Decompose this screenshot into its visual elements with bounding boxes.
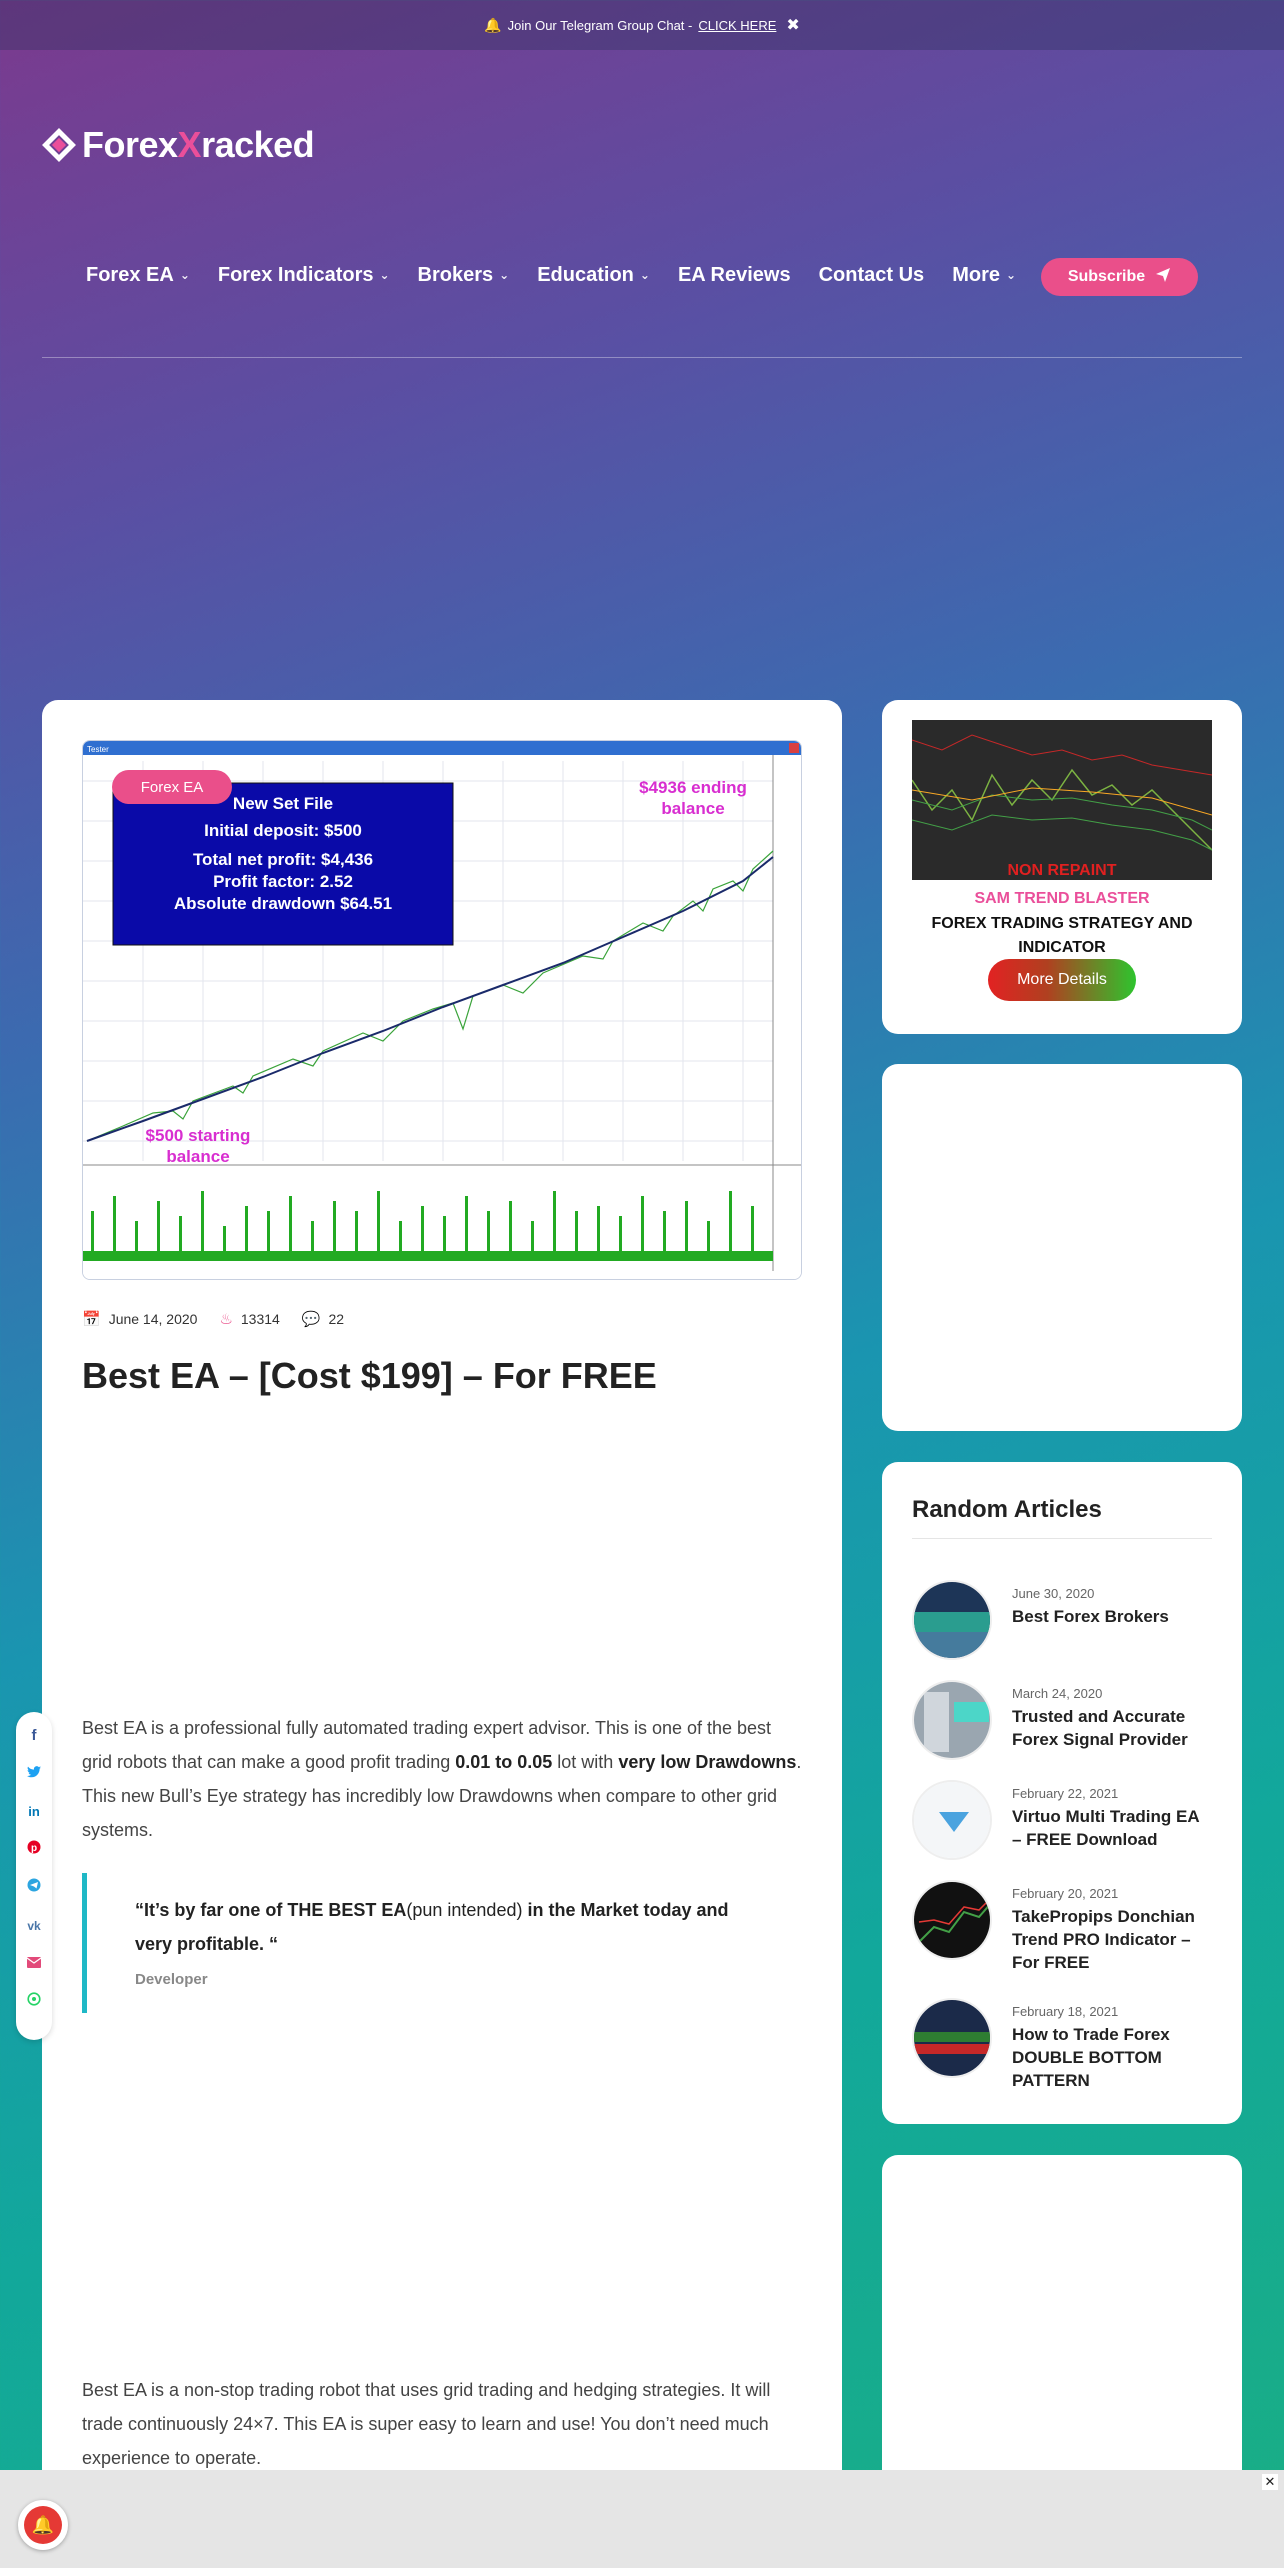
nav-item-brokers[interactable]: Brokers ⌄	[417, 263, 510, 286]
random-articles-heading: Random Articles	[912, 1496, 1102, 1523]
post-meta	[82, 1310, 344, 1328]
list-item[interactable]	[912, 1580, 1212, 1660]
telegram-icon[interactable]	[27, 1878, 41, 1898]
chevron-down-icon: ⌄	[1005, 268, 1017, 282]
flame-icon: ♨	[219, 1311, 233, 1328]
list-item[interactable]	[912, 1998, 1212, 2092]
whatsapp-icon[interactable]	[27, 1992, 41, 2012]
article-thumbnail[interactable]	[912, 1780, 992, 1860]
quote-author: Developer	[135, 1971, 208, 1988]
facebook-icon[interactable]: f	[31, 1727, 37, 1744]
subscribe-button[interactable]: Subscribe	[1041, 258, 1198, 296]
logo-mark-icon	[42, 128, 76, 162]
svg-text:balance: balance	[166, 1147, 230, 1166]
comment-icon: 💬	[301, 1311, 321, 1328]
promo-image-label: NON REPAINT	[1007, 862, 1117, 879]
pinterest-icon[interactable]	[27, 1840, 41, 1860]
article-title[interactable]: Best Forex Brokers	[1012, 1607, 1169, 1626]
announcement-bar	[0, 0, 1284, 50]
promo-title: SAM TREND BLASTER	[974, 890, 1150, 907]
article-thumbnail[interactable]	[912, 1880, 992, 1960]
list-item[interactable]	[912, 1880, 1212, 1974]
chevron-down-icon: ⌄	[499, 268, 510, 282]
svg-text:balance: balance	[661, 799, 725, 818]
send-icon	[1155, 267, 1171, 288]
article-date: February 22, 2021	[1012, 1786, 1119, 1801]
vk-icon[interactable]: vk	[27, 1919, 41, 1933]
article-title[interactable]: Virtuo Multi Trading EA – FREE Download	[1012, 1807, 1199, 1849]
nav-item-contact-us[interactable]: Contact Us	[818, 263, 925, 286]
article-thumbnail[interactable]	[912, 1580, 992, 1660]
bell-icon: 🔔	[484, 16, 502, 33]
article-date: March 24, 2020	[1012, 1686, 1103, 1701]
svg-text:$500 starting: $500 starting	[145, 1126, 251, 1145]
promo-image[interactable]	[912, 720, 1212, 880]
article-date: February 20, 2021	[1012, 1886, 1119, 1901]
announcement-text: Join Our Telegram Group Chat -	[507, 17, 693, 33]
svg-text:New Set File: New Set File	[232, 794, 334, 813]
article-date: February 18, 2021	[1012, 2004, 1119, 2019]
article-title[interactable]: Trusted and Accurate Forex Signal Provider	[1012, 1707, 1188, 1749]
notification-button[interactable]	[18, 2500, 68, 2550]
body-paragraph: Best EA is a non-stop trading robot that uses grid trading and hedging strategies. It will trade continuously 24×7. This EA is super easy to learn and use! You don’t need much experience to operate.	[82, 2380, 771, 2468]
post-views: ♨ 13314	[219, 1311, 280, 1328]
article-thumbnail[interactable]	[912, 1998, 992, 2078]
close-icon[interactable]: ✖	[786, 17, 800, 34]
announcement-link[interactable]: CLICK HERE	[698, 17, 777, 33]
main-nav	[86, 262, 1064, 288]
chevron-down-icon: ⌄	[639, 268, 650, 282]
close-icon[interactable]: ✕	[1262, 2474, 1278, 2490]
article-title[interactable]: How to Trade Forex DOUBLE BOTTOM PATTERN	[1012, 2025, 1170, 2090]
nav-item-more[interactable]: More ⌄	[952, 263, 1017, 286]
svg-text:Profit factor: 2.52: Profit factor: 2.52	[213, 872, 353, 891]
category-badge[interactable]: Forex EA	[112, 770, 232, 804]
calendar-icon: 📅	[82, 1311, 101, 1328]
share-bar	[16, 1712, 52, 2040]
post-comments[interactable]: 💬 22	[301, 1311, 345, 1328]
chevron-down-icon: ⌄	[379, 268, 390, 282]
email-icon[interactable]	[27, 1954, 41, 1974]
nav-item-ea-reviews[interactable]: EA Reviews	[677, 263, 791, 286]
article-thumbnail[interactable]	[912, 1680, 992, 1760]
nav-item-forex-ea[interactable]: Forex EA ⌄	[86, 263, 190, 286]
nav-item-education[interactable]: Education ⌄	[537, 263, 650, 286]
logo-text: ForexXracked	[82, 124, 315, 165]
post-date: 📅 June 14, 2020	[82, 1311, 198, 1328]
article-title[interactable]: TakePropips Donchian Trend PRO Indicator – For FREE	[1012, 1907, 1195, 1972]
post-title: Best EA – [Cost $199] – For FREE	[82, 1355, 657, 1396]
random-articles-divider	[912, 1538, 1212, 1539]
bell-icon: 🔔	[24, 2506, 62, 2544]
bottom-ad-bar	[0, 2470, 1284, 2568]
promo-subtitle: FOREX TRADING STRATEGY AND INDICATOR	[931, 915, 1193, 956]
list-item[interactable]	[912, 1680, 1212, 1760]
more-details-button[interactable]: More Details	[988, 959, 1136, 1001]
header-divider	[42, 357, 1242, 358]
blockquote	[82, 1873, 782, 2013]
svg-text:Initial deposit: $500: Initial deposit: $500	[204, 821, 362, 840]
linkedin-icon[interactable]: in	[28, 1804, 40, 1819]
chevron-down-icon: ⌄	[179, 268, 190, 282]
svg-text:$4936 ending: $4936 ending	[639, 778, 747, 797]
ad-card	[882, 1064, 1242, 1431]
quote-text: “It’s by far one of THE BEST EA(pun intended) in the Market today and very profitable. “	[135, 1900, 729, 1954]
list-item[interactable]	[912, 1780, 1212, 1860]
article-date: June 30, 2020	[1012, 1586, 1095, 1601]
nav-item-forex-indicators[interactable]: Forex Indicators ⌄	[217, 263, 390, 286]
twitter-icon[interactable]	[27, 1764, 41, 1784]
svg-text:Total net profit: $4,436: Total net profit: $4,436	[192, 850, 374, 869]
featured-image[interactable]	[82, 740, 802, 1280]
svg-text:Tester: Tester	[87, 745, 109, 754]
site-logo[interactable]	[42, 124, 314, 166]
svg-text:p: p	[30, 1843, 38, 1854]
svg-text:Absolute drawdown $64.51: Absolute drawdown $64.51	[173, 894, 393, 913]
intro-paragraph: Best EA is a professional fully automated trading expert advisor. This is one of the best grid robots that can make a good profit trading 0.01 to 0.05 lot with very low Drawdowns. This new Bull’s Eye strategy has incredibly low Drawdowns when compare to other grid systems.	[82, 1718, 802, 1840]
